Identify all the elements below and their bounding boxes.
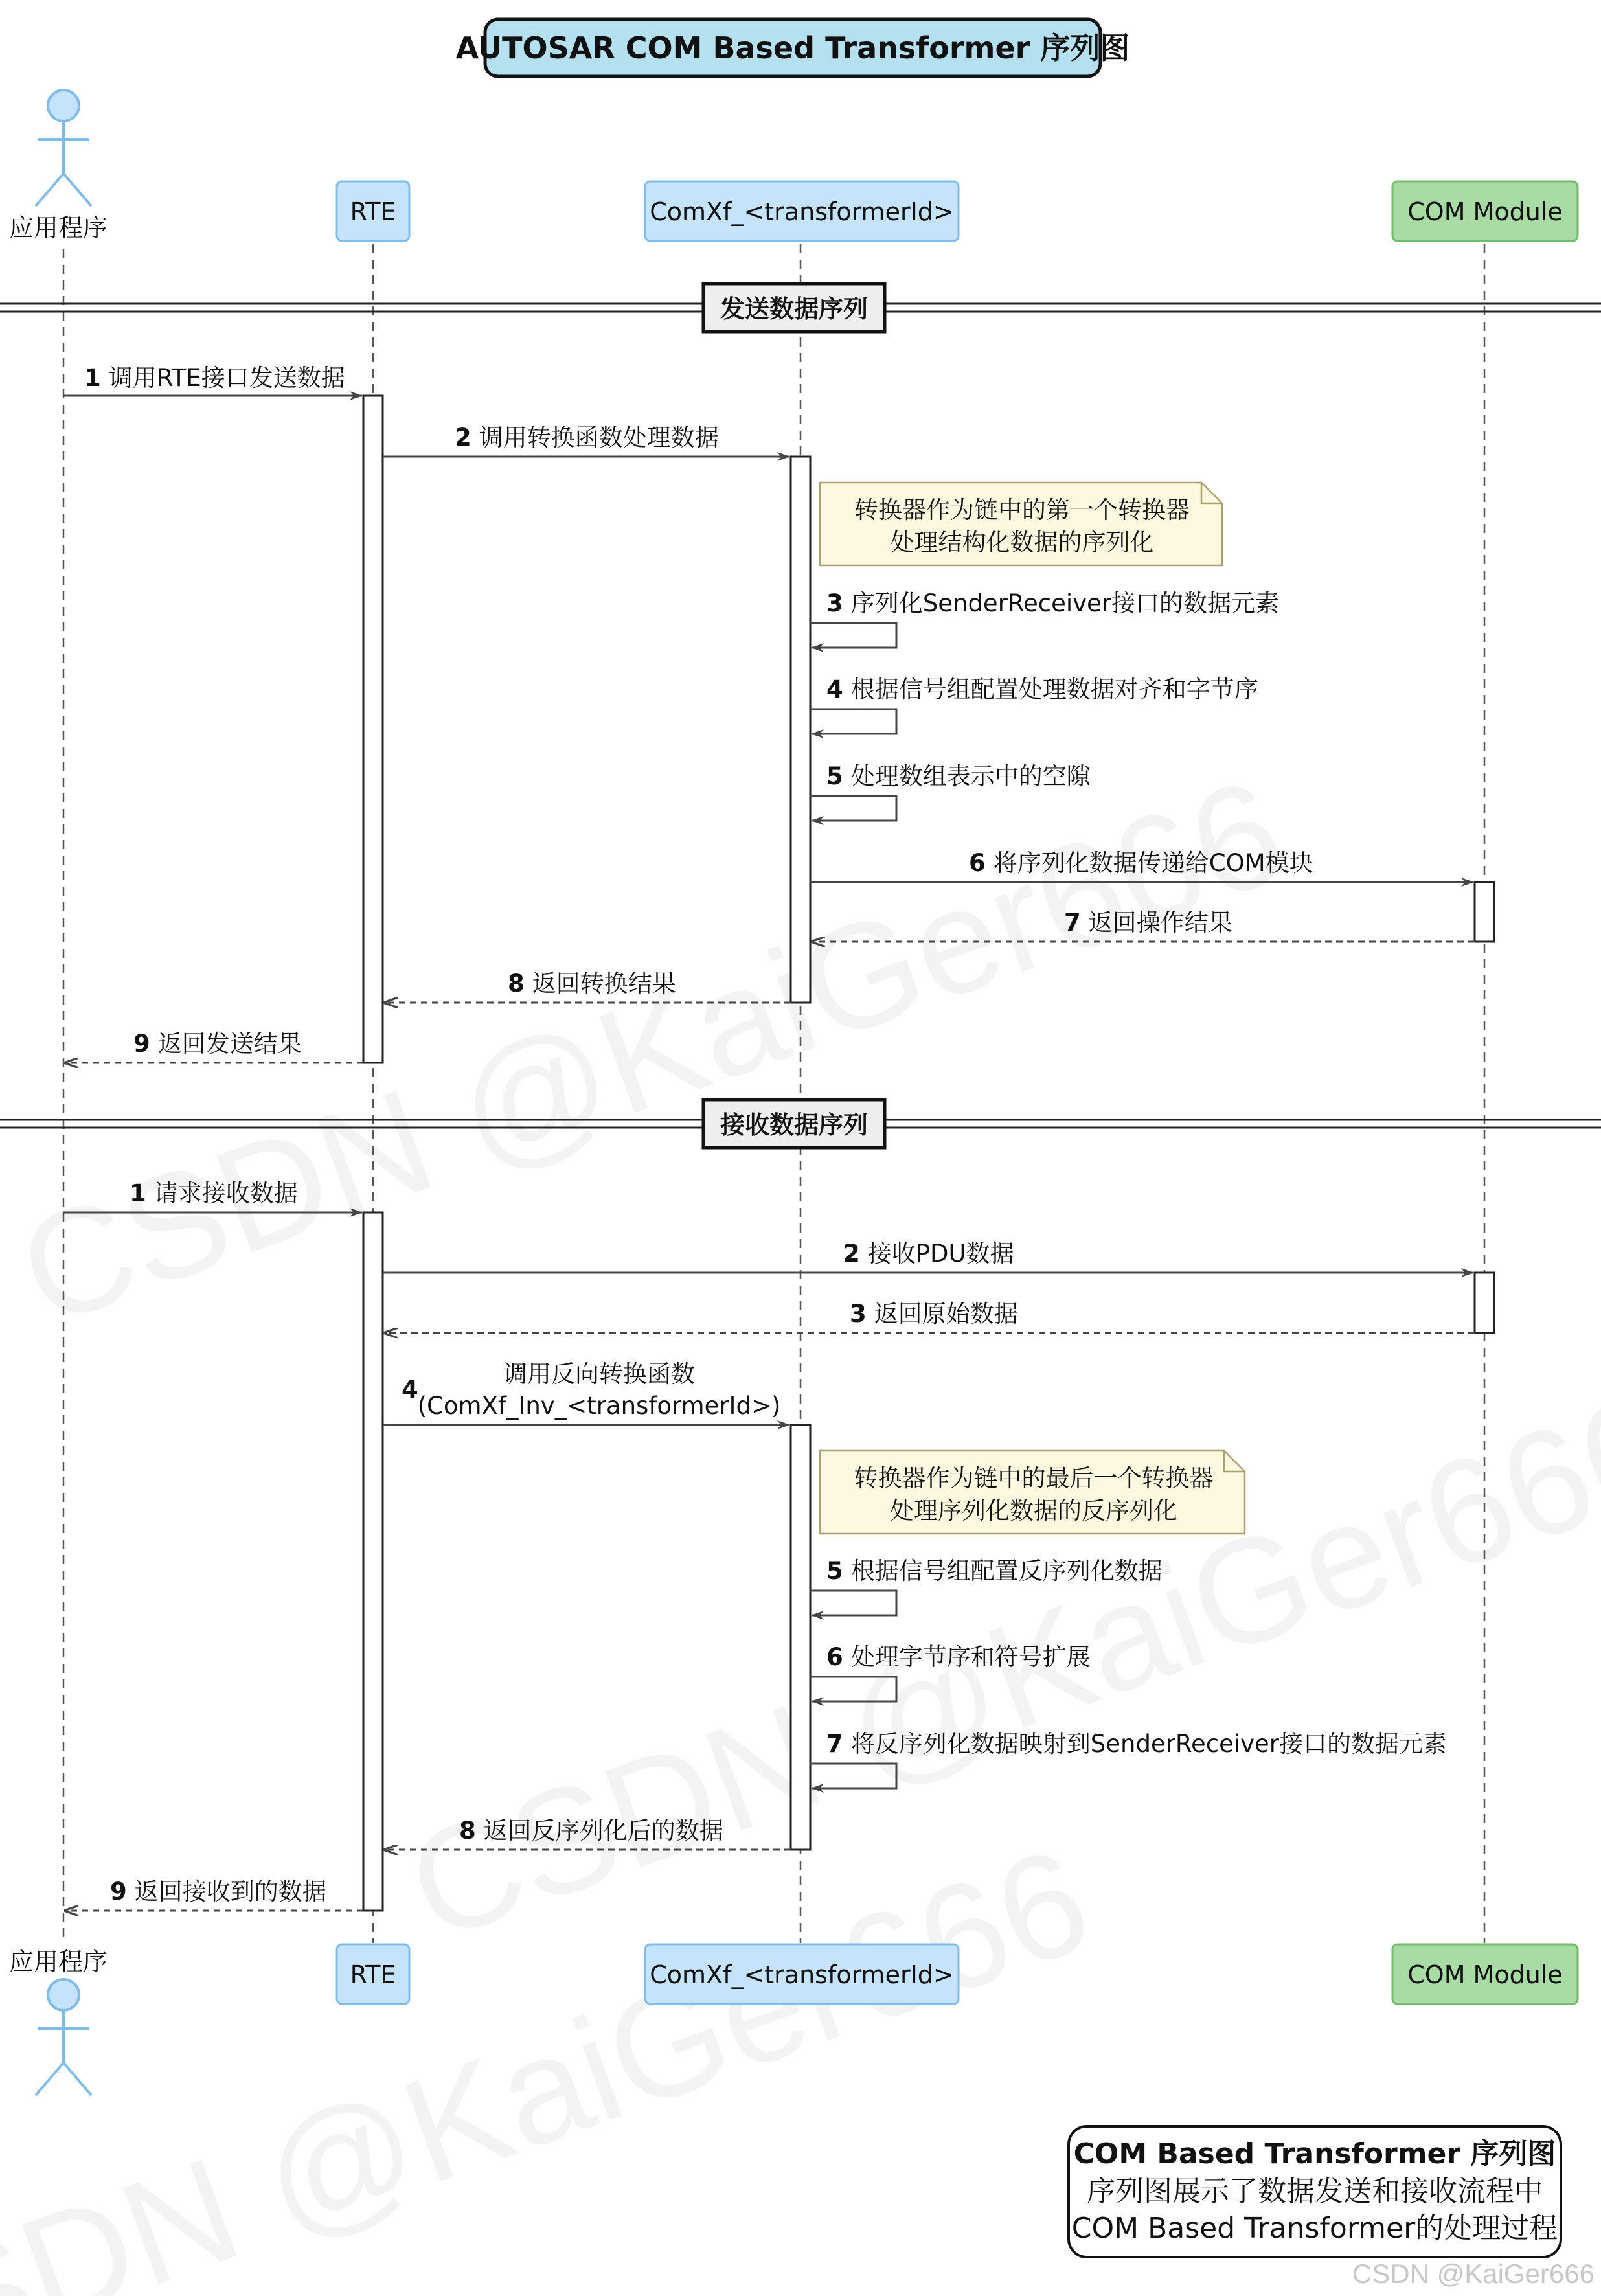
group-send-separator	[0, 284, 1601, 332]
participant-com-bottom	[1392, 1944, 1578, 2004]
svg-text:9返回发送结果: 9 返回发送结果	[133, 1030, 302, 1058]
svg-text:1调用RTE接口发送数据: 1 调用RTE接口发送数据	[84, 364, 345, 392]
svg-text:6将序列化数据传递给COM模块: 6 将序列化数据传递给COM模块	[969, 849, 1313, 877]
svg-text:4: 4	[402, 1376, 418, 1404]
participant-rte-bottom	[337, 1944, 409, 2004]
actor-icon	[36, 1979, 91, 2095]
receive-note-line2: 处理序列化数据的反序列化	[890, 1497, 1177, 1525]
participant-app-top	[9, 90, 108, 242]
title-text: AUTOSAR COM Based Transformer 序列图	[455, 30, 1130, 65]
participant-comxf-bottom	[645, 1944, 959, 2004]
send-note	[820, 483, 1222, 565]
participant-app-label: 应用程序	[8, 214, 108, 242]
svg-text:4根据信号组配置处理数据对齐和字节序: 4 根据信号组配置处理数据对齐和字节序	[826, 676, 1258, 703]
participant-comxf-label: ComXf_<transformerId>	[650, 1961, 954, 1989]
participant-rte-label: RTE	[350, 1961, 396, 1989]
svg-text:1请求接收数据: 1 请求接收数据	[130, 1179, 298, 1207]
receive-message-3	[384, 1300, 1475, 1333]
svg-text:6处理字节序和符号扩展: 6 处理字节序和符号扩展	[826, 1643, 1091, 1671]
diagram-title	[456, 19, 1130, 76]
participant-com-label: COM Module	[1407, 1961, 1563, 1989]
receive-note	[820, 1451, 1245, 1534]
self-arrow	[810, 796, 896, 821]
send-message-5	[810, 762, 1091, 821]
legend-line1: 序列图展示了数据发送和接收流程中	[1087, 2175, 1543, 2208]
watermark-signature: CSDN @KaiGer666	[1352, 2258, 1595, 2289]
activation-rte-send	[363, 396, 383, 1063]
self-arrow	[810, 709, 896, 734]
legend-title: COM Based Transformer 序列图	[1073, 2137, 1556, 2170]
svg-text:8返回反序列化后的数据: 8 返回反序列化后的数据	[459, 1817, 723, 1845]
svg-text:调用反向转换函数: 调用反向转换函数	[503, 1360, 695, 1388]
participant-app-bottom	[9, 1948, 108, 2095]
svg-text:2接收PDU数据: 2 接收PDU数据	[843, 1240, 1014, 1267]
actor-icon	[36, 90, 91, 206]
legend-line2: COM Based Transformer的处理过程	[1071, 2212, 1558, 2245]
participant-rte-label: RTE	[350, 198, 396, 226]
send-message-1	[63, 364, 362, 396]
svg-text:5根据信号组配置反序列化数据: 5 根据信号组配置反序列化数据	[826, 1557, 1163, 1585]
svg-text:8返回转换结果: 8 返回转换结果	[508, 970, 676, 997]
svg-text:7将反序列化数据映射到SenderReceiver接口的数据: 7 将反序列化数据映射到SenderReceiver接口的数据元素	[826, 1730, 1447, 1758]
send-note-line1: 转换器作为链中的第一个转换器	[854, 496, 1190, 524]
participant-app-label: 应用程序	[8, 1948, 108, 1976]
activation-com-receive	[1475, 1273, 1494, 1333]
receive-note-line1: 转换器作为链中的最后一个转换器	[854, 1464, 1214, 1492]
svg-text:5处理数组表示中的空隙: 5 处理数组表示中的空隙	[826, 762, 1091, 790]
participant-com-label: COM Module	[1407, 198, 1563, 226]
send-message-9	[65, 1030, 363, 1063]
send-message-2	[383, 424, 789, 457]
activation-comxf-send	[791, 457, 810, 1003]
participant-rte-top	[337, 181, 409, 241]
self-arrow	[810, 1591, 896, 1615]
receive-message-2	[383, 1240, 1473, 1273]
legend-box	[1069, 2126, 1561, 2257]
group-send-label: 发送数据序列	[720, 295, 869, 323]
group-receive-label: 接收数据序列	[720, 1111, 869, 1139]
send-message-4	[810, 676, 1258, 734]
svg-text:7返回操作结果: 7 返回操作结果	[1064, 909, 1232, 937]
activation-comxf-receive	[791, 1425, 810, 1850]
svg-text:3序列化SenderReceiver接口的数据元素: 3 序列化SenderReceiver接口的数据元素	[826, 589, 1279, 617]
send-note-line2: 处理结构化数据的序列化	[890, 529, 1154, 556]
svg-text:9返回接收到的数据: 9 返回接收到的数据	[110, 1878, 326, 1905]
participant-com-top	[1392, 181, 1578, 241]
svg-text:3返回原始数据: 3 返回原始数据	[850, 1300, 1018, 1328]
activation-rte-receive	[363, 1212, 383, 1911]
receive-message-4	[383, 1360, 789, 1425]
svg-text:(ComXf_Inv_<transformerId>): (ComXf_Inv_<transformerId>)	[417, 1392, 781, 1420]
participant-comxf-label: ComXf_<transformerId>	[650, 198, 954, 226]
svg-text:2调用转换函数处理数据: 2 调用转换函数处理数据	[455, 424, 719, 451]
activation-com-send	[1475, 882, 1494, 942]
receive-message-9	[65, 1878, 363, 1911]
self-arrow	[810, 623, 896, 648]
send-message-3	[810, 589, 1279, 648]
participant-comxf-top	[645, 181, 959, 241]
